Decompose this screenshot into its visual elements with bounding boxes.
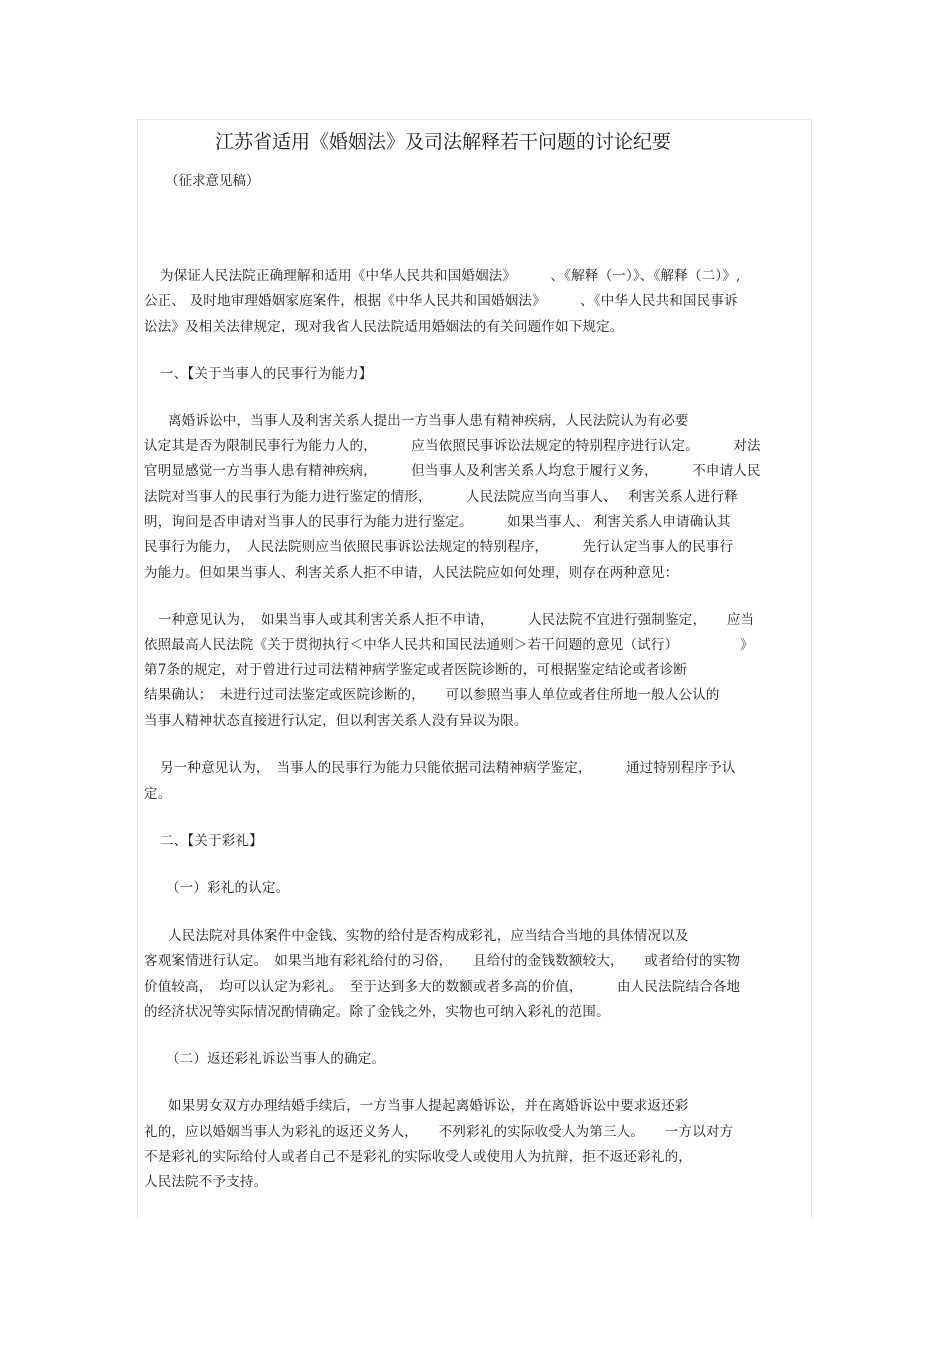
paragraph-return-line-2: 礼的，应以婚姻当事人为彩礼的返还义务人， 不列彩礼的实际收受人为第三人。 一方以对方 [144,1124,734,1140]
paragraph-capacity-line-5: 明，询问是否申请对当事人的民事行为能力进行鉴定。 如果当事人、 利害关系人申请确认其 [144,514,731,530]
paragraph-opinion1-line-2: 依照最高人民法院《关于贯彻执行＜中华人民共和国民法通则＞若干问题的意见（试行） 》 [144,637,754,653]
paragraph-intro-line-3: 讼法》及相关法律规定，现对我省人民法院适用婚姻法的有关问题作如下规定。 [144,319,624,335]
document-title: 江苏省适用《婚姻法》及司法解释若干问题的讨论纪要 [215,131,672,153]
paragraph-opinion1-line-3: 第7条的规定，对于曾进行过司法精神病学鉴定或者医院诊断的，可根据鉴定结论或者诊断 [144,662,688,678]
paragraph-opinion1-line-4: 结果确认； 未进行过司法鉴定或医院诊断的， 可以参照当事人单位或者住所地一般人公认的 [144,687,720,703]
paragraph-capacity-line-4: 法院对当事人的民事行为能力进行鉴定的情形， 人民法院应当向当事人、 利害关系人进行释 [144,489,738,505]
document-subtitle: （征求意见稿） [165,173,260,189]
paragraph-return-line-4: 人民法院不予支持。 [144,1174,268,1190]
paragraph-intro-line-1: 为保证人民法院正确理解和适用《中华人民共和国婚姻法》 、《解释（一）》、《解释（二）》, [160,268,741,284]
paragraph-capacity-line-2: 认定其是否为限制民事行为能力人的， 应当依照民事诉讼法规定的特别程序进行认定。 对法 [144,438,761,454]
paragraph-caili-line-3: 价值较高， 均可以认定为彩礼。 至于达到多大的数额或者多高的价值， 由人民法院结合各地 [144,979,741,995]
section-heading-2: 二、【关于彩礼】 [160,833,263,849]
paragraph-return-line-1: 如果男女双方办理结婚手续后，一方当事人提起离婚诉讼，并在离婚诉讼中要求返还彩 [168,1098,689,1114]
subsection-heading-2: （二）返还彩礼诉讼当事人的确定。 [166,1051,386,1067]
subsection-heading-1: （一）彩礼的认定。 [166,880,290,896]
paragraph-capacity-line-1: 离婚诉讼中，当事人及利害关系人提出一方当事人患有精神疾病，人民法院认为有必要 [168,413,689,429]
paragraph-opinion1-line-1: 一种意见认为， 如果当事人或其利害关系人拒不申请， 人民法院不宜进行强制鉴定， 应当 [158,612,755,628]
paragraph-caili-line-1: 人民法院对具体案件中金钱、实物的给付是否构成彩礼，应当结合当地的具体情况以及 [168,928,689,944]
paragraph-capacity-line-6: 民事行为能力， 人民法院则应当依照民事诉讼法规定的特别程序， 先行认定当事人的民事行 [144,539,734,555]
paragraph-opinion2-line-2: 定。 [144,786,172,802]
paragraph-caili-line-2: 客观案情进行认定。 如果当地有彩礼给付的习俗， 且给付的金钱数额较大， 或者给付的实物 [144,953,741,969]
paragraph-opinion2-line-1: 另一种意见认为， 当事人的民事行为能力只能依据司法精神病学鉴定， 通过特别程序予认 [160,760,736,776]
paragraph-return-line-3: 不是彩礼的实际给付人或者自己不是彩礼的实际收受人或使用人为抗辩，拒不返还彩礼的， [144,1149,692,1165]
section-heading-1: 一、【关于当事人的民事行为能力】 [160,366,373,382]
paragraph-opinion1-line-5: 当事人精神状态直接进行认定，但以利害关系人没有异议为限。 [144,713,528,729]
paragraph-capacity-line-3: 官明显感觉一方当事人患有精神疾病， 但当事人及利害关系人均怠于履行义务， 不申请人民 [144,463,761,479]
paragraph-intro-line-2: 公正、 及时地审理婚姻家庭案件，根据《中华人民共和国婚姻法》 、《中华人民共和国民事诉 [144,293,738,309]
paragraph-caili-line-4: 的经济状况等实际情况酌情确定。除了金钱之外，实物也可纳入彩礼的范围。 [144,1004,610,1020]
paragraph-capacity-line-7: 为能力。但如果当事人、利害关系人拒不申请，人民法院应如何处理，则存在两种意见： [144,565,679,581]
